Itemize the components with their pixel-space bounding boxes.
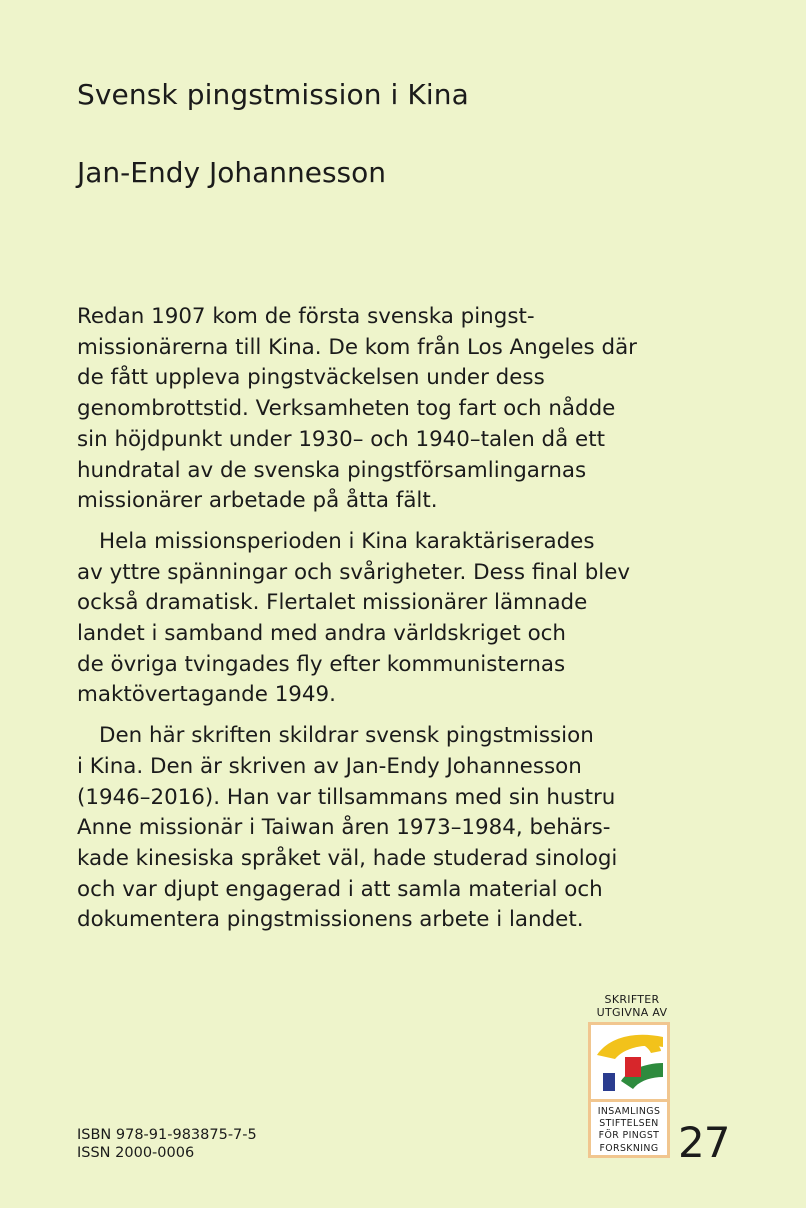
- text-line: de fått uppleva pingstväckelsen under dess: [77, 365, 545, 391]
- text-line: sin höjdpunkt under 1930– och 1940–talen då ett: [77, 426, 605, 452]
- foundation-logo-icon: [595, 1029, 663, 1095]
- logo-blue-shape: [603, 1073, 615, 1091]
- text-line: landet i samband med andra världskriget och: [77, 621, 566, 647]
- text-line: Redan 1907 kom de första svenska pingst-: [77, 304, 535, 329]
- text-line: dokumentera pingstmissionens arbete i landet.: [77, 907, 584, 933]
- series-number: 27: [678, 1118, 730, 1167]
- text-line: Hela missionsperioden i Kina karaktäriserades: [99, 528, 595, 554]
- logo-text-line: STIFTELSEN: [599, 1118, 659, 1130]
- blurb-text: [77, 302, 677, 946]
- publisher-logo: [588, 1022, 670, 1158]
- text-line: genombrottstid. Verksamheten tog fart och nådde: [77, 396, 616, 422]
- paragraph-2: [77, 527, 677, 711]
- logo-text-line: FORSKNING: [599, 1142, 659, 1154]
- text-line: hundratal av de svenska pingstförsamlingarnas: [77, 457, 587, 483]
- author-name: Jan-Endy Johannesson: [77, 156, 387, 189]
- logo-text-line: INSAMLINGS: [597, 1106, 661, 1117]
- text-line: (1946–2016). Han var tillsammans med sin hustru: [77, 784, 616, 810]
- logo-red-shape: [625, 1057, 641, 1077]
- logo-divider: [591, 1099, 667, 1102]
- paragraph-3: [77, 721, 677, 936]
- text-line: i Kina. Den är skriven av Jan-Endy Johannesson: [77, 753, 582, 779]
- text-line: också dramatisk. Flertalet missionärer lämnade: [77, 590, 588, 616]
- text-line: de övriga tvingades fly efter kommunisternas: [77, 651, 566, 677]
- isbn-block: [77, 1126, 257, 1162]
- text-line: Den här skriften skildrar svensk pingstmission: [99, 723, 594, 749]
- issn-number: ISSN 2000-0006: [77, 1145, 195, 1161]
- text-line: missionärer arbetade på åtta fält.: [77, 488, 438, 514]
- publisher-heading-line: SKRIFTER: [604, 993, 660, 1006]
- book-title: Svensk pingstmission i Kina: [77, 78, 469, 111]
- text-line: kade kinesiska språket väl, hade studerad sinologi: [77, 845, 618, 871]
- text-line: Anne missionär i Taiwan åren 1973–1984, behärs-: [77, 815, 611, 841]
- publisher-heading-line: UTGIVNA AV: [596, 1006, 668, 1019]
- text-line: och var djupt engagerad i att samla material och: [77, 876, 603, 902]
- text-line: maktövertagande 1949.: [77, 682, 336, 708]
- logo-text-line: FÖR PINGST: [598, 1130, 660, 1142]
- paragraph-1: [77, 302, 677, 517]
- isbn-number: ISBN 978-91-983875-7-5: [77, 1127, 257, 1143]
- text-line: av yttre spänningar och svårigheter. Dess final blev: [77, 559, 631, 585]
- publisher-heading: [586, 993, 678, 1019]
- text-line: missionärerna till Kina. De kom från Los Angeles där: [77, 334, 637, 360]
- logo-text: [591, 1106, 667, 1155]
